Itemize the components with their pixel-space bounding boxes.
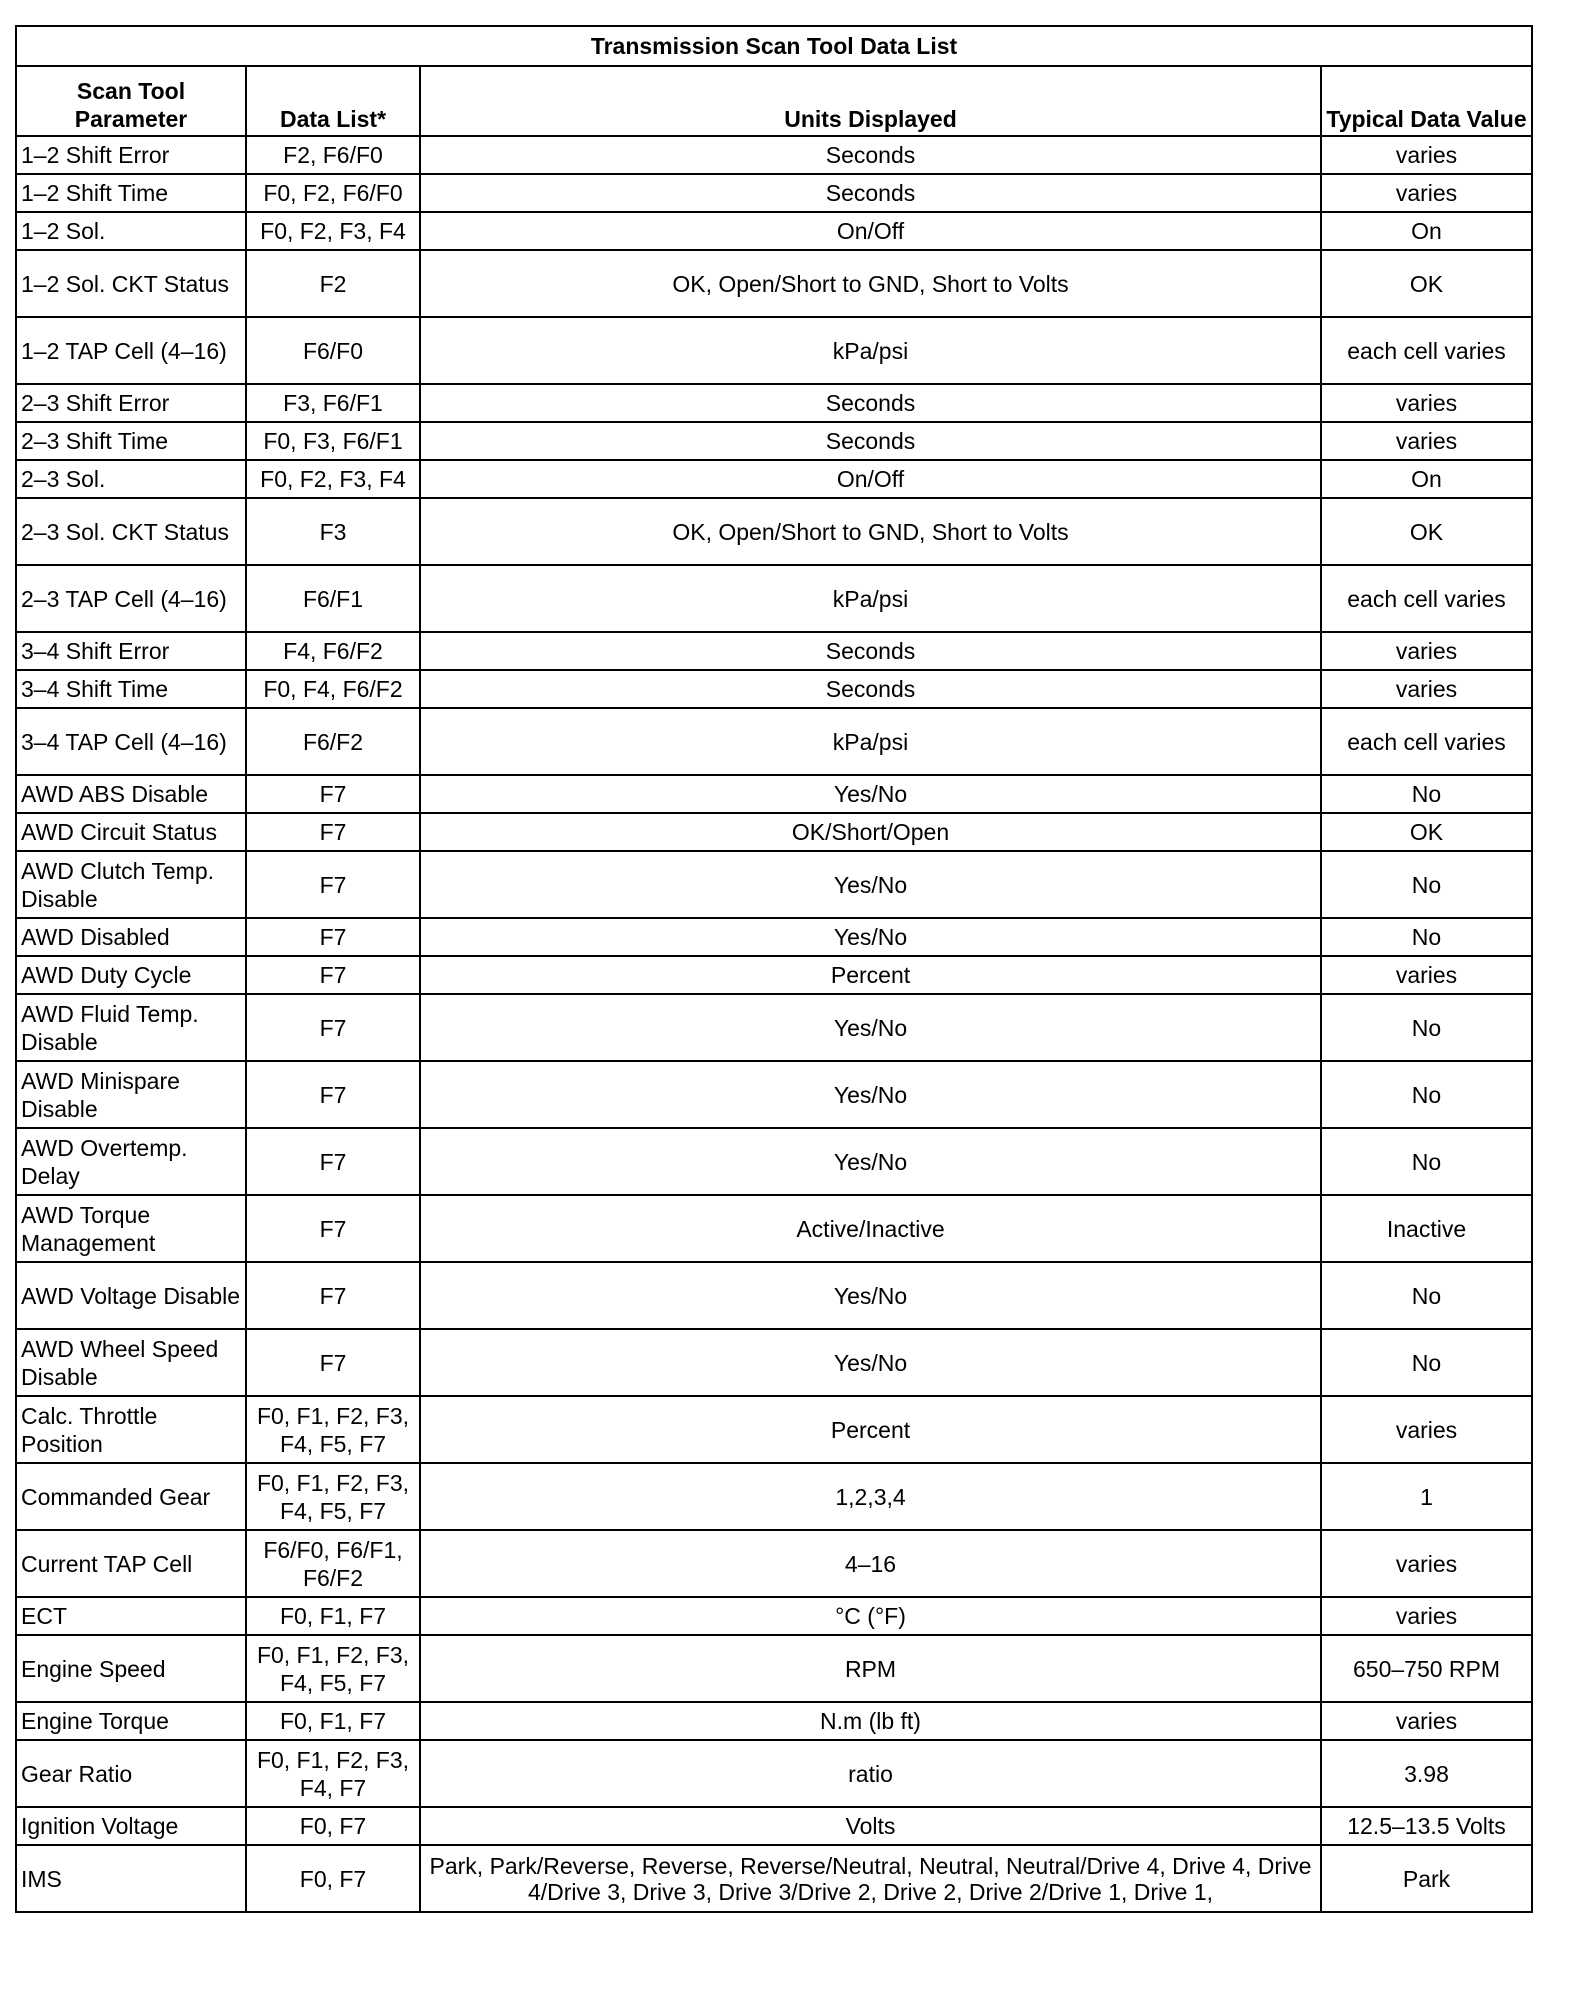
table-row: [16, 1807, 1532, 1845]
cell-value: Inactive: [1321, 1195, 1532, 1262]
cell-data-list: F7: [246, 1128, 420, 1195]
cell-data-list: F7: [246, 994, 420, 1061]
table-row: [16, 1195, 1532, 1262]
cell-parameter: 2–3 Sol. CKT Status: [16, 498, 246, 565]
cell-value: On: [1321, 460, 1532, 498]
cell-parameter: AWD Duty Cycle: [16, 956, 246, 994]
cell-units: Seconds: [420, 174, 1321, 212]
cell-value: No: [1321, 851, 1532, 918]
cell-parameter: ECT: [16, 1597, 246, 1635]
cell-units: Yes/No: [420, 775, 1321, 813]
cell-data-list: F0, F7: [246, 1807, 420, 1845]
cell-parameter: 1–2 Sol. CKT Status: [16, 250, 246, 317]
header-data-list: Data List*: [246, 66, 420, 136]
cell-units: Percent: [420, 956, 1321, 994]
header-value: Typical Data Value: [1321, 66, 1532, 136]
cell-value: each cell varies: [1321, 317, 1532, 384]
cell-data-list: F0, F1, F2, F3, F4, F5, F7: [246, 1463, 420, 1530]
table-row: [16, 994, 1532, 1061]
table-row: [16, 422, 1532, 460]
cell-parameter: 3–4 Shift Error: [16, 632, 246, 670]
cell-data-list: F0, F4, F6/F2: [246, 670, 420, 708]
cell-value: varies: [1321, 1702, 1532, 1740]
cell-parameter: AWD Circuit Status: [16, 813, 246, 851]
cell-units: On/Off: [420, 460, 1321, 498]
table-row: [16, 460, 1532, 498]
table-row: [16, 1530, 1532, 1597]
cell-value: varies: [1321, 670, 1532, 708]
cell-units: ratio: [420, 1740, 1321, 1807]
table-row: [16, 918, 1532, 956]
table-title: Transmission Scan Tool Data List: [16, 26, 1532, 66]
cell-data-list: F7: [246, 1329, 420, 1396]
table-row: [16, 670, 1532, 708]
cell-parameter: Gear Ratio: [16, 1740, 246, 1807]
cell-units: Yes/No: [420, 918, 1321, 956]
cell-data-list: F6/F2: [246, 708, 420, 775]
cell-units: Yes/No: [420, 1329, 1321, 1396]
cell-units: kPa/psi: [420, 317, 1321, 384]
cell-data-list: F7: [246, 813, 420, 851]
cell-data-list: F6/F0: [246, 317, 420, 384]
cell-parameter: AWD Clutch Temp. Disable: [16, 851, 246, 918]
cell-units: N.m (lb ft): [420, 1702, 1321, 1740]
cell-value: each cell varies: [1321, 565, 1532, 632]
table-header-row: [16, 66, 1532, 136]
cell-value: varies: [1321, 956, 1532, 994]
table-row: [16, 1262, 1532, 1329]
table-row: [16, 174, 1532, 212]
cell-units: Percent: [420, 1396, 1321, 1463]
cell-data-list: F0, F2, F6/F0: [246, 174, 420, 212]
cell-parameter: 3–4 TAP Cell (4–16): [16, 708, 246, 775]
cell-data-list: F7: [246, 775, 420, 813]
cell-value: varies: [1321, 632, 1532, 670]
cell-parameter: 1–2 Shift Time: [16, 174, 246, 212]
cell-units: 4–16: [420, 1530, 1321, 1597]
cell-units: kPa/psi: [420, 565, 1321, 632]
cell-data-list: F0, F3, F6/F1: [246, 422, 420, 460]
cell-value: No: [1321, 1329, 1532, 1396]
cell-units: Seconds: [420, 632, 1321, 670]
cell-value: On: [1321, 212, 1532, 250]
cell-parameter: Calc. Throttle Position: [16, 1396, 246, 1463]
cell-units: Seconds: [420, 384, 1321, 422]
table-row: [16, 1702, 1532, 1740]
table-row: [16, 1845, 1532, 1912]
cell-units: Yes/No: [420, 1262, 1321, 1329]
cell-units: OK, Open/Short to GND, Short to Volts: [420, 498, 1321, 565]
cell-data-list: F0, F1, F2, F3, F4, F5, F7: [246, 1635, 420, 1702]
cell-units: °C (°F): [420, 1597, 1321, 1635]
cell-value: Park: [1321, 1845, 1532, 1912]
cell-data-list: F7: [246, 1195, 420, 1262]
cell-units: Seconds: [420, 670, 1321, 708]
cell-data-list: F2: [246, 250, 420, 317]
scan-tool-data-table: [15, 25, 1533, 1913]
cell-value: varies: [1321, 136, 1532, 174]
table-row: [16, 498, 1532, 565]
cell-units: Yes/No: [420, 851, 1321, 918]
cell-parameter: AWD Disabled: [16, 918, 246, 956]
cell-parameter: Engine Torque: [16, 1702, 246, 1740]
cell-parameter: Current TAP Cell: [16, 1530, 246, 1597]
cell-value: 3.98: [1321, 1740, 1532, 1807]
cell-units: Seconds: [420, 422, 1321, 460]
table-row: [16, 384, 1532, 422]
cell-value: varies: [1321, 384, 1532, 422]
cell-value: OK: [1321, 498, 1532, 565]
cell-value: varies: [1321, 422, 1532, 460]
table-row: [16, 851, 1532, 918]
table-row: [16, 1463, 1532, 1530]
cell-data-list: F2, F6/F0: [246, 136, 420, 174]
table-row: [16, 1061, 1532, 1128]
cell-value: OK: [1321, 250, 1532, 317]
cell-data-list: F7: [246, 956, 420, 994]
cell-units: 1,2,3,4: [420, 1463, 1321, 1530]
cell-parameter: Engine Speed: [16, 1635, 246, 1702]
cell-units: Yes/No: [420, 1128, 1321, 1195]
table-row: [16, 1329, 1532, 1396]
cell-value: varies: [1321, 1530, 1532, 1597]
cell-value: varies: [1321, 174, 1532, 212]
cell-data-list: F6/F1: [246, 565, 420, 632]
table-row: [16, 250, 1532, 317]
cell-value: No: [1321, 1262, 1532, 1329]
header-units: Units Displayed: [420, 66, 1321, 136]
cell-parameter: IMS: [16, 1845, 246, 1912]
cell-data-list: F7: [246, 1061, 420, 1128]
cell-parameter: AWD Wheel Speed Disable: [16, 1329, 246, 1396]
cell-units: Active/Inactive: [420, 1195, 1321, 1262]
cell-parameter: 2–3 Shift Time: [16, 422, 246, 460]
cell-value: No: [1321, 775, 1532, 813]
cell-units: Yes/No: [420, 994, 1321, 1061]
cell-value: 1: [1321, 1463, 1532, 1530]
table-row: [16, 632, 1532, 670]
table-row: [16, 813, 1532, 851]
table-row: [16, 775, 1532, 813]
cell-data-list: F0, F2, F3, F4: [246, 460, 420, 498]
cell-data-list: F0, F2, F3, F4: [246, 212, 420, 250]
cell-units: RPM: [420, 1635, 1321, 1702]
cell-units: OK, Open/Short to GND, Short to Volts: [420, 250, 1321, 317]
cell-data-list: F0, F1, F2, F3, F4, F7: [246, 1740, 420, 1807]
table-row: [16, 1740, 1532, 1807]
table-title-row: [16, 26, 1532, 66]
cell-data-list: F0, F1, F2, F3, F4, F5, F7: [246, 1396, 420, 1463]
cell-parameter: 3–4 Shift Time: [16, 670, 246, 708]
table-row: [16, 565, 1532, 632]
cell-parameter: AWD Overtemp. Delay: [16, 1128, 246, 1195]
cell-parameter: AWD Fluid Temp. Disable: [16, 994, 246, 1061]
table-row: [16, 1597, 1532, 1635]
cell-units: Yes/No: [420, 1061, 1321, 1128]
table-row: [16, 708, 1532, 775]
cell-units: Park, Park/Reverse, Reverse, Reverse/Neutral, Neutral, Neutral/Drive 4, Drive 4, Drive 4/Drive 3, Drive 3, Drive 3/Drive 2, Drive 2, Drive 2/Drive 1, Drive 1,: [420, 1845, 1321, 1912]
cell-parameter: Ignition Voltage: [16, 1807, 246, 1845]
cell-data-list: F0, F1, F7: [246, 1702, 420, 1740]
cell-parameter: 2–3 Sol.: [16, 460, 246, 498]
cell-data-list: F6/F0, F6/F1, F6/F2: [246, 1530, 420, 1597]
table-row: [16, 1128, 1532, 1195]
cell-value: varies: [1321, 1597, 1532, 1635]
cell-value: OK: [1321, 813, 1532, 851]
cell-data-list: F3, F6/F1: [246, 384, 420, 422]
cell-parameter: 2–3 Shift Error: [16, 384, 246, 422]
cell-value: No: [1321, 1061, 1532, 1128]
table-row: [16, 212, 1532, 250]
cell-data-list: F0, F1, F7: [246, 1597, 420, 1635]
cell-parameter: AWD Torque Management: [16, 1195, 246, 1262]
cell-value: varies: [1321, 1396, 1532, 1463]
cell-parameter: AWD Voltage Disable: [16, 1262, 246, 1329]
table-body: [16, 136, 1532, 1912]
cell-data-list: F0, F7: [246, 1845, 420, 1912]
cell-data-list: F7: [246, 851, 420, 918]
cell-value: 12.5–13.5 Volts: [1321, 1807, 1532, 1845]
cell-parameter: 1–2 Shift Error: [16, 136, 246, 174]
table-row: [16, 136, 1532, 174]
cell-value: No: [1321, 994, 1532, 1061]
cell-units: On/Off: [420, 212, 1321, 250]
cell-units: Seconds: [420, 136, 1321, 174]
cell-parameter: 1–2 Sol.: [16, 212, 246, 250]
cell-data-list: F7: [246, 1262, 420, 1329]
header-parameter: Scan Tool Parameter: [16, 66, 246, 136]
cell-units: kPa/psi: [420, 708, 1321, 775]
cell-value: each cell varies: [1321, 708, 1532, 775]
table-row: [16, 1396, 1532, 1463]
cell-parameter: 2–3 TAP Cell (4–16): [16, 565, 246, 632]
cell-data-list: F7: [246, 918, 420, 956]
cell-parameter: 1–2 TAP Cell (4–16): [16, 317, 246, 384]
cell-parameter: Commanded Gear: [16, 1463, 246, 1530]
cell-parameter: AWD Minispare Disable: [16, 1061, 246, 1128]
cell-units: OK/Short/Open: [420, 813, 1321, 851]
table-row: [16, 1635, 1532, 1702]
cell-value: No: [1321, 918, 1532, 956]
table-row: [16, 956, 1532, 994]
cell-units: Volts: [420, 1807, 1321, 1845]
table-row: [16, 317, 1532, 384]
cell-parameter: AWD ABS Disable: [16, 775, 246, 813]
cell-value: No: [1321, 1128, 1532, 1195]
cell-data-list: F3: [246, 498, 420, 565]
cell-data-list: F4, F6/F2: [246, 632, 420, 670]
cell-value: 650–750 RPM: [1321, 1635, 1532, 1702]
